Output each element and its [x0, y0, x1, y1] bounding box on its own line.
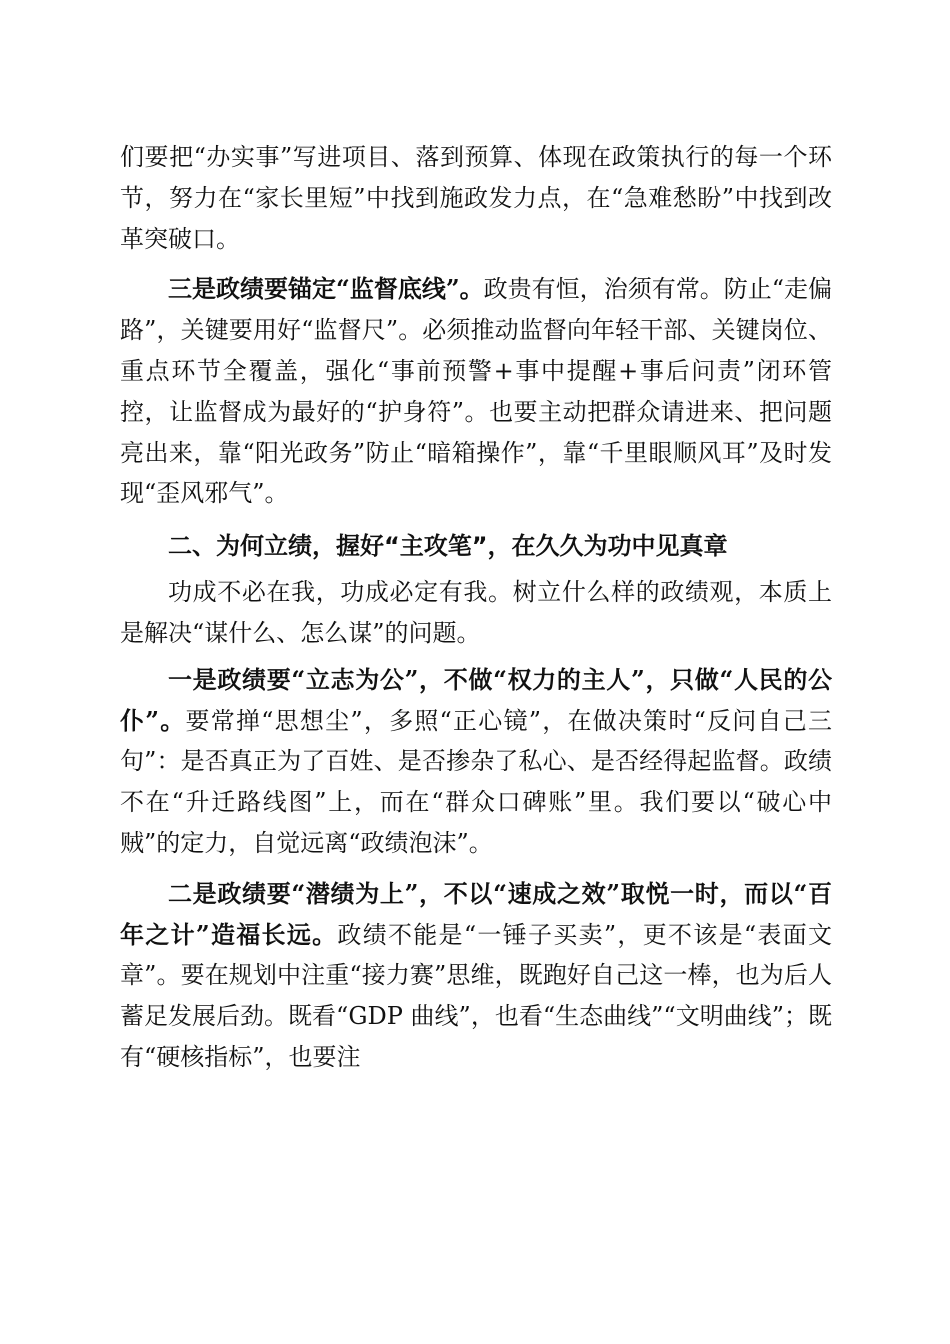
paragraph-continued [120, 137, 832, 259]
point-two-body: 政绩不能是“一锤子买卖”，更不该是“表面文章”。要在规划中注重“接力赛”思维，既跑好自己这一棒，也为后人蓄足发展后劲。既看“GDP 曲线”，也看“生态曲线”“文明曲线”；既有“硬核指标”，也要注 [120, 920, 832, 1071]
point-three-body: 政贵有恒，治须有常。防止“走偏路”，关键要用好“监督尺”。必须推动监督向年轻干部、关键岗位、重点环节全覆盖，强化“事前预警+事中提醒+事后问责”闭环管控，让监督成为最好的“护身符”。也要主动把群众请进来、把问题亮出来，靠“阳光政务”防止“暗箱操作”，靠“千里眼顺风耳”及时发现“歪风邪气”。 [120, 275, 832, 508]
point-three-lead: 三是政绩要锚定“监督底线”。 [168, 274, 484, 304]
paragraph-point-three [120, 269, 832, 514]
paragraph-intro-text: 功成不必在我，功成必定有我。树立什么样的政绩观，本质上是解决“谋什么、怎么谋”的问题。 [120, 578, 832, 647]
paragraph-continued-text: 们要把“办实事”写进项目、落到预算、体现在政策执行的每一个环节，努力在“家长里短”中找到施政发力点，在“急难愁盼”中找到改革突破口。 [120, 143, 832, 253]
spacer [120, 259, 832, 269]
spacer [120, 864, 832, 874]
paragraph-point-two [120, 874, 832, 1078]
point-one-lead: 一是政绩要“立志为公”，不做“权力的主人”，只做“人民的公仆”。 [120, 664, 832, 735]
paragraph-intro [120, 572, 832, 654]
section-heading-two: 二、为何立绩，握好“主攻笔”，在久久为功中见真章 [168, 532, 728, 561]
point-two-lead: 二是政绩要“潜绩为上”，不以“速成之效”取悦一时，而以“百年之计”造福长远。 [120, 878, 832, 949]
document-page [120, 137, 832, 1078]
paragraph-point-one [120, 660, 832, 864]
point-one-body: 要常掸“思想尘”，多照“正心镜”，在做决策时“反问自己三句”：是否真正为了百姓、是否掺杂了私心、是否经得起监督。政绩不在“升迁路线图”上，而在“群众口碑账”里。我们要以“破心中贼”的定力，自觉远离“政绩泡沫”。 [120, 706, 832, 857]
